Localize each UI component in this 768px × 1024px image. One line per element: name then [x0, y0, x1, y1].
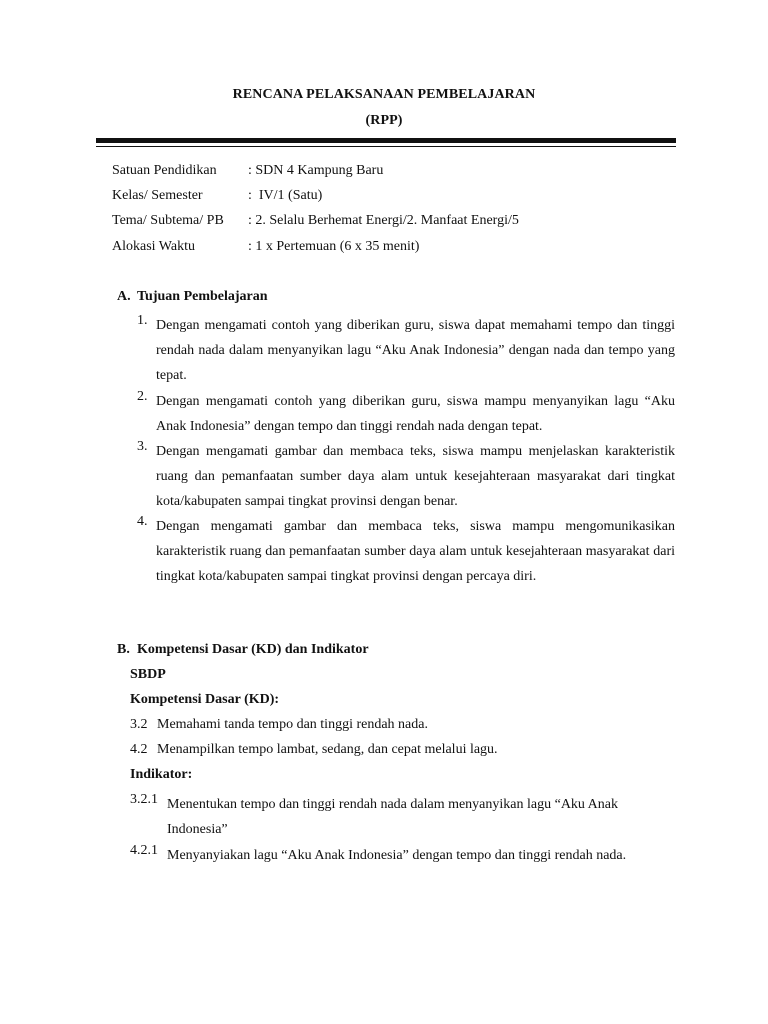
indicator-heading: Indikator: — [130, 767, 193, 782]
identity-row-theme — [112, 213, 519, 229]
identity-separator: : — [248, 163, 256, 178]
section-a-heading — [117, 289, 268, 305]
objective-text: Dengan mengamati contoh yang diberikan guru, siswa dapat memahami tempo dan tinggi rendah nada dalam menyanyikan lagu “Aku Anak Indonesia” dengan nada dan tempo yang tepat. — [156, 318, 675, 383]
kd-text: Memahami tanda tempo dan tinggi rendah nada. — [157, 717, 428, 732]
identity-value: 2. Selalu Berhemat Energi/2. Manfaat Energi/5 — [255, 213, 519, 228]
kd-item — [130, 742, 498, 758]
section-letter: B. — [117, 642, 130, 657]
identity-label: Kelas/ Semester — [112, 188, 203, 203]
identity-separator: : — [248, 188, 259, 203]
objective-text: Dengan mengamati contoh yang diberikan guru, siswa mampu menyanyikan lagu “Aku Anak Indonesia” dengan tempo dan tinggi rendah nada dengan tepat. — [156, 394, 675, 434]
document-title: RENCANA PELAKSANAAN PEMBELAJARAN — [232, 87, 536, 102]
indicator-code: 4.2.1 — [130, 843, 158, 858]
objective-text: Dengan mengamati gambar dan membaca teks, siswa mampu mengomunikasikan karakteristik ruang dan pemanfaatan sumber daya alam untuk kesejahteraan masyarakat dari tingkat kota/kabupaten sampai tingkat provinsi dengan percaya diri. — [156, 519, 675, 584]
identity-row-school — [112, 163, 383, 179]
indicator-text: Menyanyiakan lagu “Aku Anak Indonesia” dengan tempo dan tinggi rendah nada. — [167, 848, 627, 863]
section-title: Tujuan Pembelajaran — [137, 289, 268, 304]
kd-text: Menampilkan tempo lambat, sedang, dan cepat melalui lagu. — [157, 742, 498, 757]
identity-row-class — [112, 188, 322, 204]
identity-label: Satuan Pendidikan — [112, 163, 217, 178]
document-subtitle: (RPP) — [365, 113, 403, 128]
indicator-text: Menentukan tempo dan tinggi rendah nada dalam menyanyikan lagu “Aku Anak Indonesia” — [167, 797, 618, 837]
header-divider-thin — [96, 146, 676, 147]
objective-item — [137, 514, 675, 589]
objective-item — [137, 313, 675, 388]
indicator-code: 3.2.1 — [130, 792, 158, 807]
kd-heading: Kompetensi Dasar (KD): — [130, 692, 280, 707]
kd-code: 3.2 — [130, 717, 148, 732]
header-divider-thick — [96, 138, 676, 143]
indicator-item — [130, 792, 676, 842]
identity-label: Tema/ Subtema/ PB — [112, 213, 224, 228]
objective-number: 4. — [137, 514, 148, 529]
objective-item — [137, 389, 675, 439]
objective-number: 3. — [137, 439, 148, 454]
objective-text: Dengan mengamati gambar dan membaca teks, siswa mampu menjelaskan karakteristik ruang dan pemanfaatan sumber daya alam untuk kesejahteraan masyarakat dari tingkat kota/kabupaten sampai tingkat provinsi dengan benar. — [156, 444, 675, 509]
section-b-heading — [117, 642, 369, 658]
objective-number: 1. — [137, 313, 148, 328]
identity-separator: : — [248, 213, 256, 228]
indicator-item — [130, 843, 676, 868]
kd-code: 4.2 — [130, 742, 148, 757]
identity-value: IV/1 (Satu) — [258, 188, 323, 203]
objective-number: 2. — [137, 389, 148, 404]
objective-item — [137, 439, 675, 514]
section-letter: A. — [117, 289, 131, 304]
identity-row-time — [112, 239, 419, 255]
section-title: Kompetensi Dasar (KD) dan Indikator — [137, 642, 369, 657]
subject-name: SBDP — [130, 667, 166, 682]
identity-value: SDN 4 Kampung Baru — [255, 163, 384, 178]
kd-item — [130, 717, 428, 733]
identity-value: 1 x Pertemuan (6 x 35 menit) — [255, 239, 420, 254]
identity-label: Alokasi Waktu — [112, 239, 195, 254]
identity-separator: : — [248, 239, 256, 254]
